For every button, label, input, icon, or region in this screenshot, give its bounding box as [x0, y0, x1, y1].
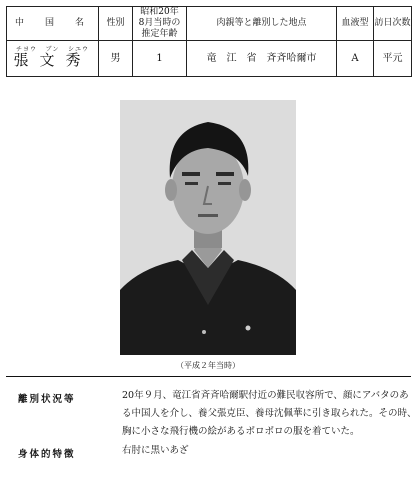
header-visit-count: 訪日次数 [374, 7, 412, 41]
cell-blood-type: A [337, 41, 374, 77]
separation-line: 胸に小さな飛行機の絵があるボロボロの服を着ていた。 [122, 426, 360, 437]
features-text [122, 442, 412, 460]
separation-line: る中国人を介し、養父張克臣、養母沈佩華に引き取られた。その時、 [122, 408, 417, 419]
portrait-photo [120, 100, 296, 355]
cell-sex: 男 [99, 41, 133, 77]
table-data-row [7, 41, 412, 77]
header-chinese-name: 中 国 名 [7, 7, 99, 41]
name-reading: チヨウ ブン シユウ [15, 46, 89, 53]
separation-line: 20年９月、竜江省斉斉哈爾駅付近の難民収容所で、顔にアバタのあ [122, 390, 409, 401]
photo-caption: （平成２年当時） [176, 361, 240, 370]
cell-age: 1 [133, 41, 187, 77]
table-header-row [7, 7, 412, 41]
separation-text [122, 387, 417, 441]
header-sex: 性別 [99, 7, 133, 41]
cell-visit-count: 平元 [374, 41, 412, 77]
header-separation-place: 肉親等と離別した地点 [187, 7, 337, 41]
features-label: 身体的特徴 [18, 449, 76, 460]
separation-label: 離別状況等 [18, 394, 76, 405]
cell-place: 竜 江 省 斉斉哈爾市 [187, 41, 337, 77]
person-name: 張文秀 [13, 51, 92, 69]
features-value: 右肘に黒いあざ [122, 445, 189, 456]
header-blood-type: 血液型 [337, 7, 374, 41]
header-estimated-age: 昭和20年 8月当時の 推定年齢 [133, 7, 187, 41]
cell-chinese-name [7, 41, 99, 77]
divider-line [6, 376, 411, 377]
orphan-info-table [6, 6, 412, 77]
